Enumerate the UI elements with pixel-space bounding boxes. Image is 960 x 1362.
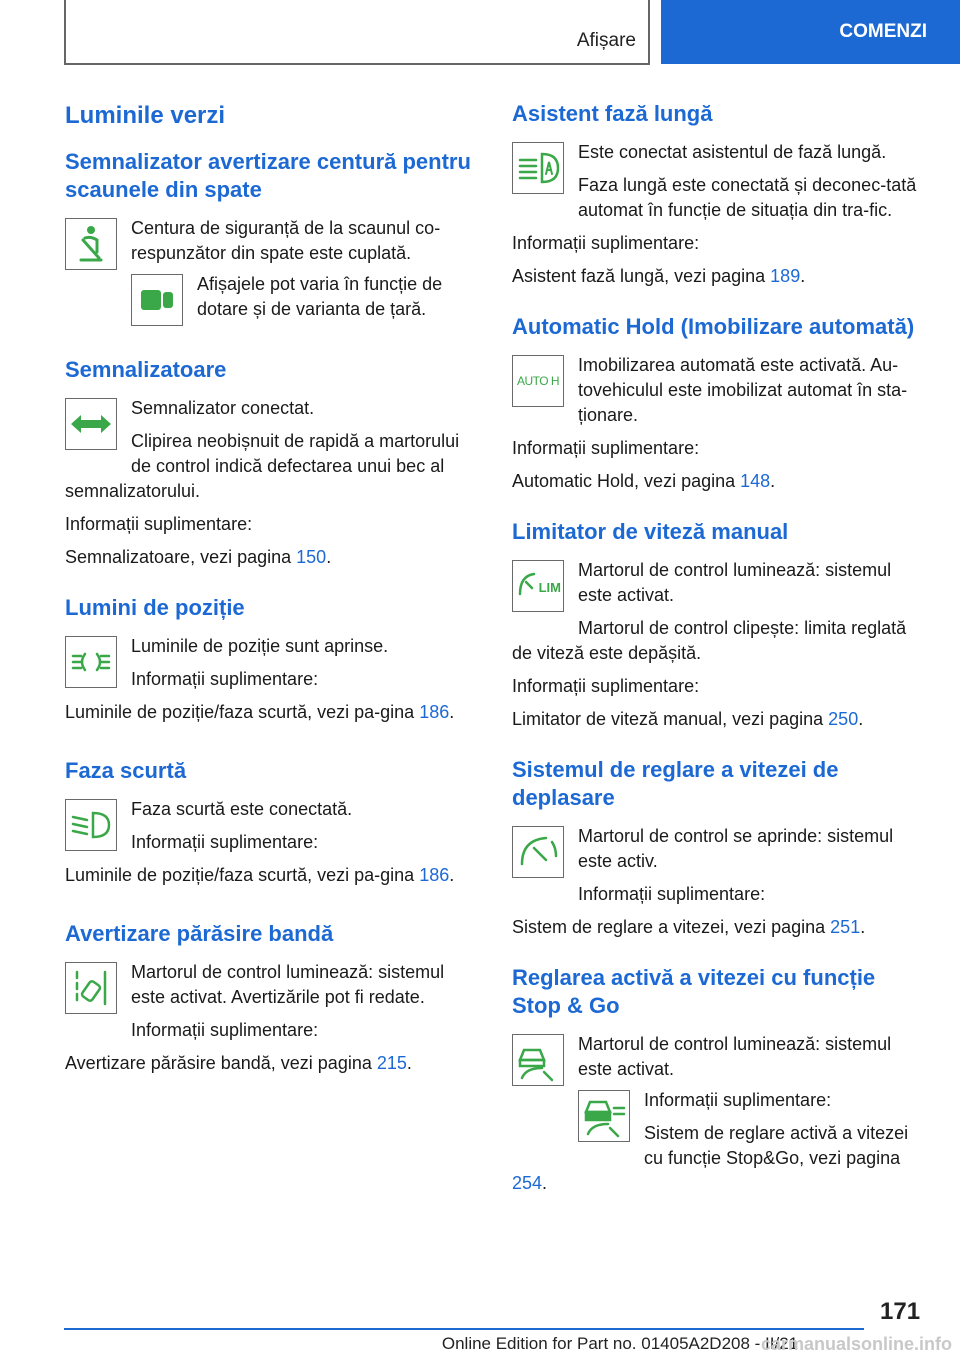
highbeam-info: Informații suplimentare: [512,233,700,253]
cruise-ref: Sistem de reglare a vitezei, vezi pagina 251. [512,917,866,937]
section-speed-limiter [512,518,930,732]
auto-hold-icon-label: AUTO H [516,374,560,388]
section-high-beam-assist [512,100,930,289]
page-number: 171 [880,1298,921,1325]
belt-text-1: Centura de siguranță de la scaunul co-respunzător din spate este cuplată. [131,218,441,263]
highbeam-ref: Asistent fază lungă, vezi pagina 189. [512,266,806,286]
section-heading: Asistent fază lungă [512,101,713,126]
auto-hold-icon [512,355,564,407]
lowbeam-info: Informații suplimentare: [131,832,319,852]
limiter-info: Informații suplimentare: [512,676,700,696]
page-link-150[interactable]: 150 [296,547,327,567]
limiter-text-1: Martorul de control luminează: sistemul este activat. [578,560,892,605]
page-link-189[interactable]: 189 [770,266,801,286]
position-text-1: Luminile de poziție sunt aprinse. [131,636,389,656]
section-acc-stop-go [512,964,930,1204]
header-underline [64,63,650,65]
page-link-186[interactable]: 186 [419,865,450,885]
edition-text: Online Edition for Part no. 01405A2D208 - II/21 [441,1334,799,1353]
acc-car-distance-icon [578,1090,630,1142]
cruise-info: Informații suplimentare: [578,884,766,904]
section-lane-departure [65,920,483,1076]
lowbeam-ref: Luminile de poziție/faza scurtă, vezi pa-gina 186. [65,865,455,885]
header-divider-right [648,0,650,64]
right-column [512,100,930,1228]
header-section-label: Afișare [576,30,636,51]
left-column [65,100,483,1100]
turn-signal-icon [65,398,117,450]
autohold-text-1: Imobilizarea automată este activată. Au-tovehiculul este imobilizat automat în sta-ționare. [578,355,908,425]
lowbeam-text-1: Faza scurtă este conectată. [131,799,353,819]
indicators-info: Informații suplimentare: [65,514,253,534]
watermark: carmanualsonline.info [760,1334,952,1354]
header-tab-comenzi[interactable]: COMENZI [661,0,960,64]
low-beam-icon [65,799,117,851]
acc-car-icon [512,1034,564,1086]
rear-seat-icon [131,274,183,326]
section-heading: Semnalizatoare [65,357,227,382]
lane-departure-icon [65,962,117,1014]
position-lights-icon [65,636,117,688]
page-link-215[interactable]: 215 [376,1053,407,1073]
highbeam-text-2: Faza lungă este conectată și deconec-tată automat în funcție de situația din tra-fic. [578,175,917,220]
indicators-text-1: Semnalizator conectat. [131,398,315,418]
lane-ref: Avertizare părăsire bandă, vezi pagina 215. [65,1053,412,1073]
high-beam-assist-icon [512,142,564,194]
page-link-254[interactable]: 254 [512,1173,543,1193]
highbeam-text-1: Este conectat asistentul de fază lungă. [578,142,887,162]
section-heading: Faza scurtă [65,758,187,783]
section-position-lights [65,594,483,733]
page-title: Luminile verzi [65,102,226,129]
cruise-text-1: Martorul de control se aprinde: sistemul este activ. [578,826,894,871]
limiter-icon-label: LIM [538,580,561,595]
section-heading: Semnalizator avertizare centură pentru scaunele din spate [65,149,471,202]
seatbelt-icon [65,218,117,270]
acc-ref: Sistem de reglare activă a vitezei cu funcție Stop&Go, vezi pagina 254. [512,1123,909,1193]
section-heading: Avertizare părăsire bandă [65,921,334,946]
cruise-control-icon [512,826,564,878]
page-link-251[interactable]: 251 [830,917,861,937]
section-heading: Reglarea activă a vitezei cu funcție Stop & Go [512,965,876,1018]
section-low-beam [65,757,483,896]
section-indicators [65,356,483,570]
section-heading: Limitator de viteză manual [512,519,789,544]
section-cruise-control [512,756,930,940]
section-heading: Automatic Hold (Imobilizare automată) [512,314,915,339]
limiter-ref: Limitator de viteză manual, vezi pagina 250. [512,709,864,729]
page-link-186[interactable]: 186 [419,702,450,722]
limiter-text-2: Martorul de control clipește: limita reglată de viteză este depășită. [512,618,907,663]
speed-limiter-icon [512,560,564,612]
section-belt [65,148,483,332]
page-link-148[interactable]: 148 [740,471,771,491]
footer-divider [64,1328,864,1330]
acc-text-1: Martorul de control luminează: sistemul este activat. [578,1034,892,1079]
section-heading: Sistemul de reglare a vitezei de deplasare [512,757,839,810]
indicators-ref: Semnalizatoare, vezi pagina 150. [65,547,332,567]
lane-text-1: Martorul de control luminează: sistemul este activat. Avertizările pot fi redate. [131,962,445,1007]
belt-text-2: Afișajele pot varia în funcție de dotare și de varianta de țară. [197,274,443,319]
autohold-info: Informații suplimentare: [512,438,700,458]
autohold-ref: Automatic Hold, vezi pagina 148. [512,471,776,491]
indicators-text-2: Clipirea neobișnuit de rapidă a martorului de control indică defectarea unui bec al semnalizatorului. [65,431,460,501]
section-auto-hold [512,313,930,494]
section-heading: Lumini de poziție [65,595,245,620]
acc-info: Informații suplimentare: [644,1090,832,1110]
position-info: Informații suplimentare: [131,669,319,689]
page-link-250[interactable]: 250 [828,709,859,729]
header-divider-left [64,0,66,64]
position-ref: Luminile de poziție/faza scurtă, vezi pa-gina 186. [65,702,455,722]
lane-info: Informații suplimentare: [131,1020,319,1040]
